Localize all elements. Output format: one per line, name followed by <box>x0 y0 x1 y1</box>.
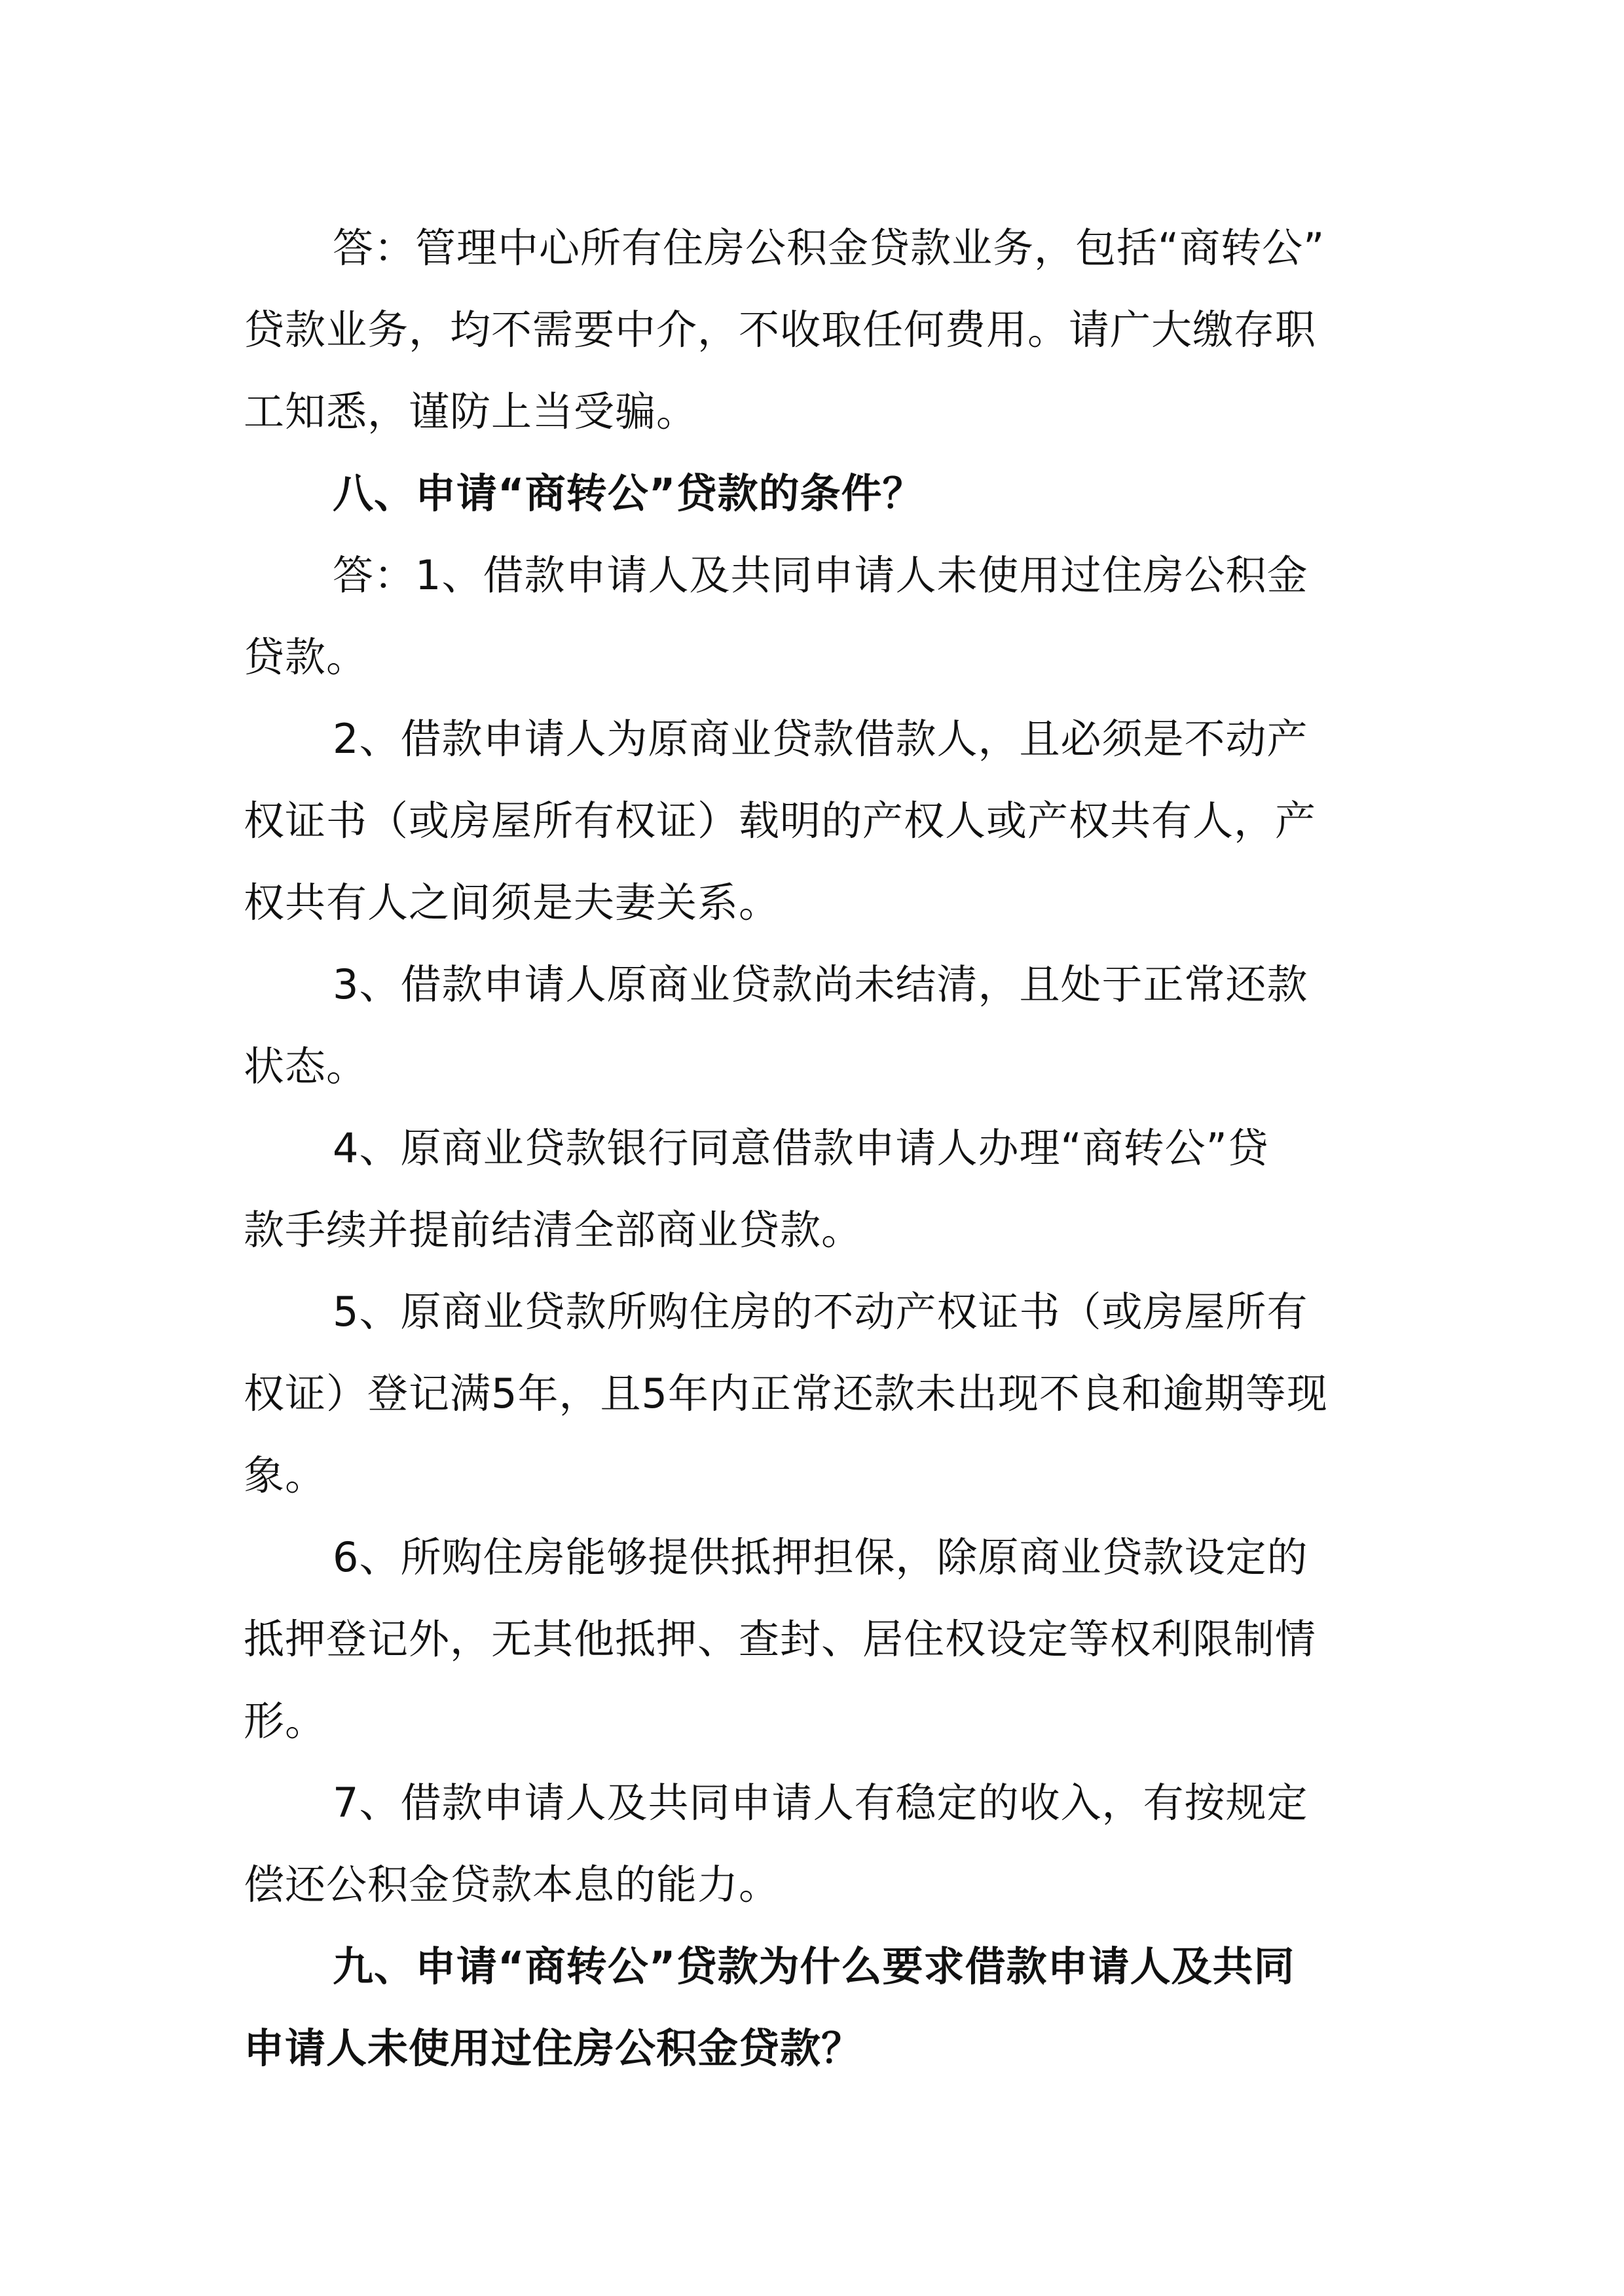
condition-4-line-1: 4、原商业贷款银行同意借款申请人办理“商转公”贷 <box>333 1124 1269 1172</box>
condition-2-line-3: 权共有人之间须是夫妻关系。 <box>244 879 781 926</box>
condition-4-line-2: 款手续并提前结清全部商业贷款。 <box>244 1206 863 1254</box>
question-8-heading: 八、申请“商转公”贷款的条件？ <box>333 469 924 517</box>
condition-3-line-1: 3、借款申请人原商业贷款尚未结清，且处于正常还款 <box>333 960 1308 1008</box>
answer-7-line-1: 答：管理中心所有住房公积金贷款业务，包括“商转公” <box>333 224 1325 272</box>
condition-5-line-3: 象。 <box>244 1451 327 1499</box>
condition-6-line-1: 6、所购住房能够提供抵押担保，除原商业贷款设定的 <box>333 1533 1308 1581</box>
condition-5-line-1: 5、原商业贷款所购住房的不动产权证书（或房屋所有 <box>333 1288 1308 1336</box>
answer-7-line-2: 贷款业务，均不需要中介，不收取任何费用。请广大缴存职 <box>244 306 1317 354</box>
condition-2-line-2: 权证书（或房屋所有权证）载明的产权人或产权共有人，产 <box>244 797 1317 845</box>
condition-1-line-1: 答：1、借款申请人及共同申请人未使用过住房公积金 <box>333 551 1308 599</box>
condition-6-line-3: 形。 <box>244 1697 327 1745</box>
condition-3-line-2: 状态。 <box>244 1042 368 1090</box>
condition-7-line-2: 偿还公积金贷款本息的能力。 <box>244 1861 781 1908</box>
condition-7-line-1: 7、借款申请人及共同申请人有稳定的收入，有按规定 <box>333 1779 1308 1827</box>
question-9-heading-line-2: 申请人未使用过住房公积金贷款？ <box>244 2024 863 2072</box>
question-9-heading-line-1: 九、申请“商转公”贷款为什么要求借款申请人及共同 <box>333 1942 1295 1990</box>
condition-6-line-2: 抵押登记外，无其他抵押、查封、居住权设定等权利限制情 <box>244 1615 1317 1663</box>
condition-2-line-1: 2、借款申请人为原商业贷款借款人，且必须是不动产 <box>333 715 1308 763</box>
answer-7-line-3: 工知悉，谨防上当受骗。 <box>244 388 698 435</box>
condition-1-line-2: 贷款。 <box>244 633 368 681</box>
condition-5-line-2: 权证）登记满5年，且5年内正常还款未出现不良和逾期等现 <box>244 1370 1328 1417</box>
